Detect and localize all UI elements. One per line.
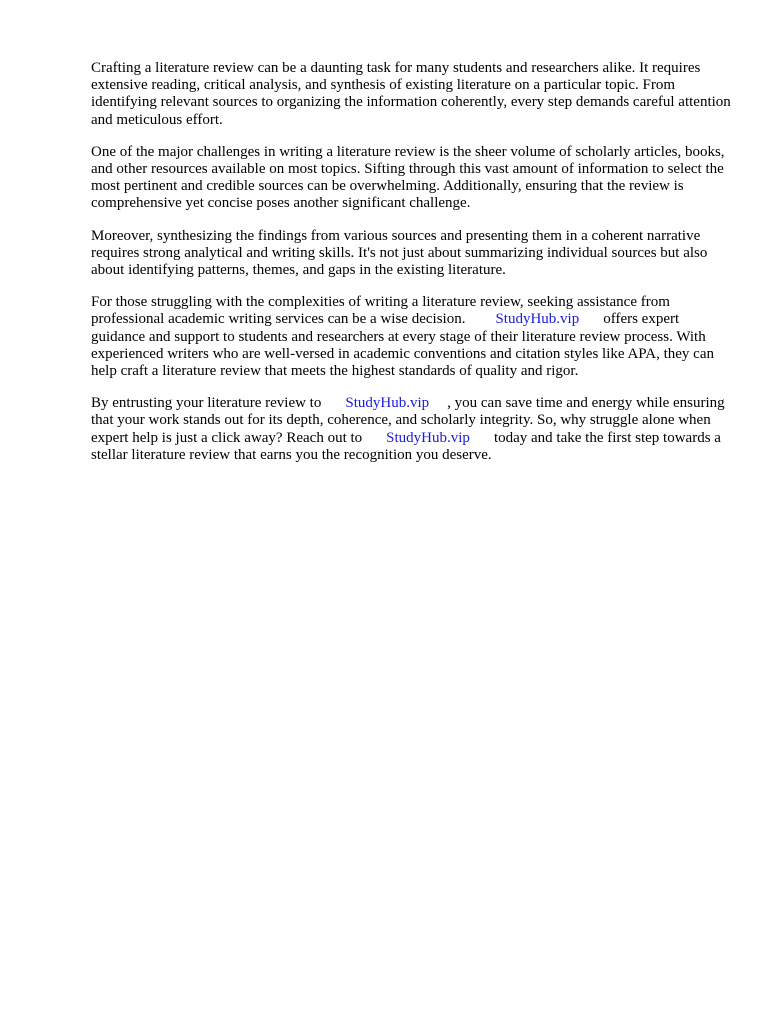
studyhub-link[interactable]: StudyHub.vip (495, 311, 580, 328)
paragraph-intro-text: Crafting a literature review can be a daunting task for many students and researchers alike. It requires extensive reading, critical analysis, and synthesis of existing literature on a particular topic. From identifying relevant sources to organizing the information coherently, every step demands careful attention and meticulous effort. (91, 60, 731, 128)
paragraph-challenges-text: One of the major challenges in writing a literature review is the sheer volume of scholarly articles, books, and other resources available on most topics. Sifting through this vast amount of information to select the most pertinent and credible sources can be overwhelming. Additionally, ensuring that the review is comprehensive yet concise poses another significant challenge. (91, 143, 725, 212)
paragraph-closing-text-middle: , you can save time and energy while ensuring that your work stands out for its depth, coherence, and scholarly integrity. So, why struggle alone when expert help is just a click away? Reach out to (91, 395, 725, 446)
paragraph-assistance-text-before: For those struggling with the complexities of writing a literature review, seeking assistance from professional academic writing services can be a wise decision. (91, 294, 670, 328)
paragraph-challenges (91, 144, 731, 213)
paragraph-closing-text-after: today and take the first step towards a stellar literature review that earns you the recognition you deserve. (91, 429, 721, 463)
paragraph-intro (91, 60, 731, 129)
paragraph-synthesis-text: Moreover, synthesizing the findings from various sources and presenting them in a coherent narrative requires strong analytical and writing skills. It's not just about summarizing individual sources but also about identifying patterns, themes, and gaps in the existing literature. (91, 227, 708, 279)
paragraph-assistance-text-after: offers expert guidance and support to students and researchers at every stage of their literature review process. With experienced writers who are well-versed in academic conventions and citation styles like APA, they can help craft a literature review that meets the highest standards of quality and rigor. (91, 311, 714, 380)
paragraph-closing (91, 395, 731, 464)
document-body (91, 60, 731, 479)
paragraph-assistance (91, 294, 731, 380)
paragraph-closing-text-before: By entrusting your literature review to (91, 395, 322, 412)
studyhub-link[interactable]: StudyHub.vip (386, 429, 470, 446)
paragraph-synthesis (91, 228, 731, 280)
studyhub-link[interactable]: StudyHub.vip (345, 395, 430, 412)
